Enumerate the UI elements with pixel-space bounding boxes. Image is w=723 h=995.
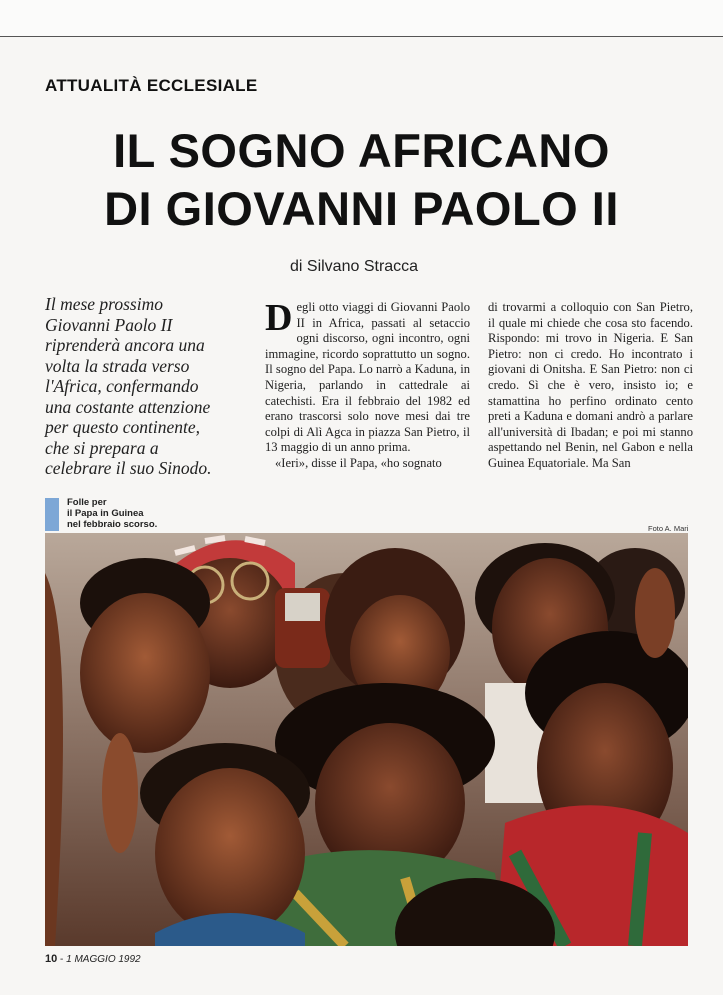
section-label: ATTUALITÀ ECCLESIALE [45,76,258,95]
page-footer [45,953,141,965]
lead-paragraph [45,294,250,479]
body-paragraph-2 [265,456,470,472]
lead-line: per questo continente, [45,417,201,437]
lead-line: riprenderà ancora una [45,335,205,355]
caption-line: Folle per [67,497,107,508]
headline-line-1: IL SOGNO AFRICANO [113,124,610,177]
lead-line: Il mese prossimo [45,294,163,314]
byline: di Silvano Stracca [290,258,419,275]
crowd-photo [45,533,688,946]
body-paragraph-3: di trovarmi a colloquio con San Pietro, il quale mi chiede che cosa sto facendo. Rispondo: mi trovo in Nigeria. E San Pietro: non ci credo. Ho incontrato i giovani di Onitsha. E San Pietro: non ci credo. Sì che è vero, insisto io; e stamattina ho perfino ordinato cento preti a Kaduna e domani andrò a parlare all'università di Ibadan; e poi mi stanno aspettando nel Benin, nel Gabon e nella Guinea Equatoriale. Ma San [488,300,693,470]
lead-line: l'Africa, confermando [45,376,199,396]
body-column-2 [488,300,693,472]
page-top-margin [0,0,723,36]
body-text: «Ieri», disse il Papa, «ho sognato [275,455,442,470]
lead-line: che si prepara a [45,437,159,458]
photo-caption [67,497,187,530]
caption-line: nel febbraio scorso. [67,519,158,530]
page-number: 10 [45,953,58,965]
drop-cap: D [265,297,293,339]
body-paragraph-1 [265,297,470,456]
headline [0,122,723,238]
footer-separator: - [57,954,67,965]
top-rule [0,36,723,37]
caption-accent-bar [45,498,59,531]
body-column-1 [265,297,470,472]
issue-date: 1 MAGGIO 1992 [66,954,141,965]
caption-line: il Papa in Guinea [67,508,144,519]
lead-line: celebrare il suo Sinodo. [45,458,212,478]
lead-line: Giovanni Paolo II [45,314,173,335]
photo-credit: Foto A. Mari [648,524,689,533]
body-text: egli otto viaggi di Giovanni Paolo II in Africa, passati al setaccio ogni discorso, ogni incontro, ogni immagine, ricordo soprattutto un sogno. Il sogno del Papa. Lo narrò a Kaduna, in Nigeria, parlando in cattedrale ai catechisti. Era il febbraio del 1982 ed erano trascorsi solo nove mesi dai tre colpi di Alì Agca in piazza San Pietro, il 13 maggio di un anno prima. [265,300,470,455]
lead-line: volta la strada verso [45,355,190,376]
headline-line-2: DI GIOVANNI PAOLO II [104,182,619,235]
lead-line: una costante attenzione [45,396,211,417]
